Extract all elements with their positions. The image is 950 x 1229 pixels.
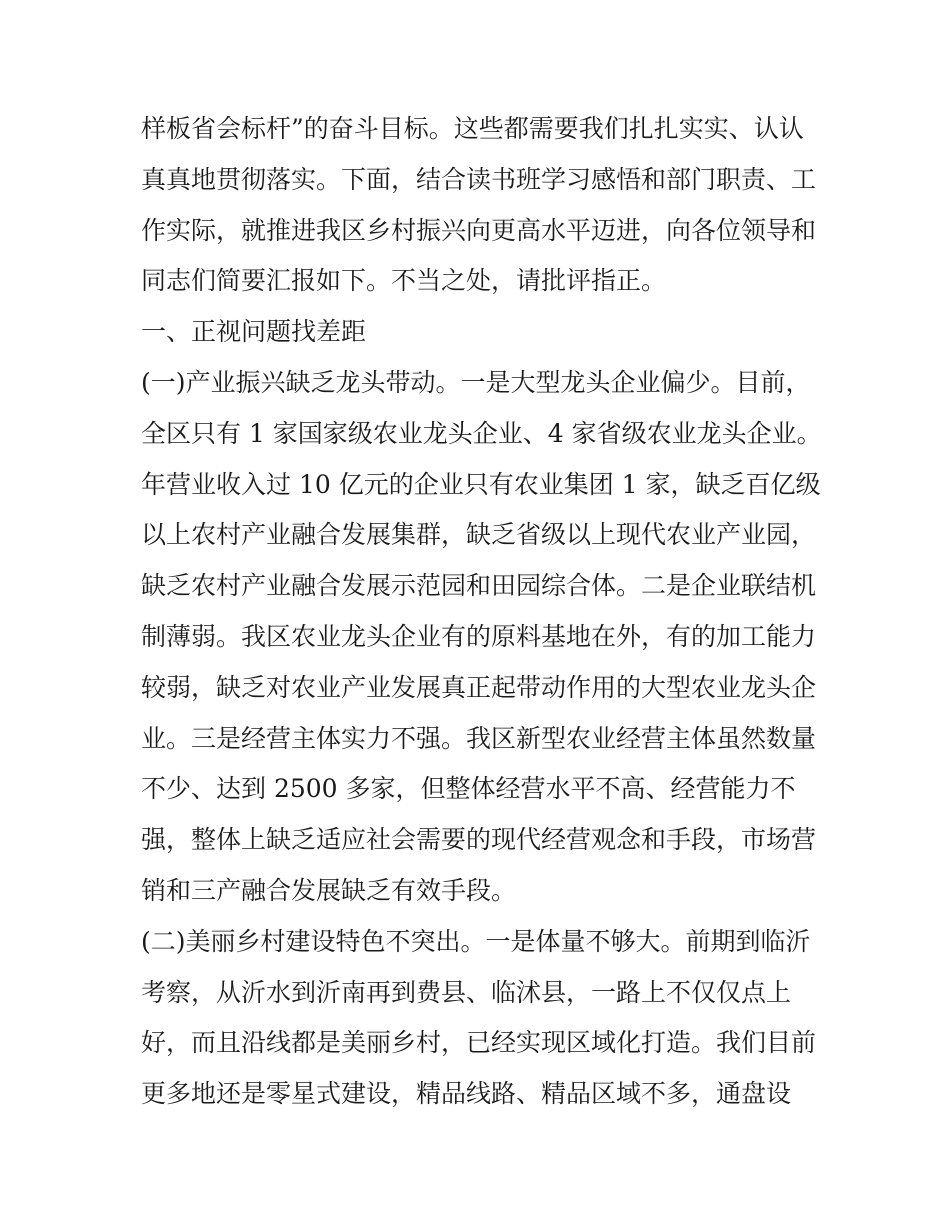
text-line: 以上农村产业融合发展集群，缺乏省级以上现代农业产业园， (141, 520, 817, 550)
text-line: 好，而且沿线都是美丽乡村，已经实现区域化打造。我们目前 (141, 1028, 817, 1058)
text-line: 年营业收入过 10 亿元的企业只有农业集团 1 家，缺乏百亿级 (141, 469, 821, 499)
text-line: 作实际，就推进我区乡村振兴向更高水平迈进，向各位领导和 (141, 215, 817, 245)
text-line: 更多地还是零星式建设，精品线路、精品区域不多，通盘设 (141, 1079, 792, 1109)
text-line: 销和三产融合发展缺乏有效手段。 (141, 875, 517, 905)
text-line: 较弱，缺乏对农业产业发展真正起带动作用的大型农业龙头企 (141, 672, 817, 702)
text-line: 考察，从沂水到沂南再到费县、临沭县，一路上不仅仅点上 (141, 977, 792, 1007)
text-line: (一)产业振兴缺乏龙头带动。一是大型龙头企业偏少。目前， (141, 367, 811, 397)
text-line: 强，整体上缺乏适应社会需要的现代经营观念和手段，市场营 (141, 825, 817, 855)
body-text (141, 104, 821, 1120)
text-line: 真真地贯彻落实。下面，结合读书班学习感悟和部门职责、工 (141, 164, 817, 194)
text-line: (二)美丽乡村建设特色不突出。一是体量不够大。前期到临沂 (141, 926, 811, 956)
text-line: 不少、达到 2500 多家，但整体经营水平不高、经营能力不 (141, 774, 796, 804)
text-line: 制薄弱。我区农业龙头企业有的原料基地在外，有的加工能力 (141, 621, 817, 651)
text-line: 样板省会标杆”的奋斗目标。这些都需要我们扎扎实实、认认 (141, 114, 804, 143)
text-line: 全区只有 1 家国家级农业龙头企业、4 家省级农业龙头企业。 (141, 418, 822, 448)
text-line: 缺乏农村产业融合发展示范园和田园综合体。二是企业联结机 (141, 571, 817, 601)
text-line: 同志们简要汇报如下。不当之处，请批评指正。 (141, 266, 667, 296)
text-line: 业。三是经营主体实力不强。我区新型农业经营主体虽然数量 (141, 723, 817, 753)
section-heading: 一、正视问题找差距 (141, 317, 367, 347)
